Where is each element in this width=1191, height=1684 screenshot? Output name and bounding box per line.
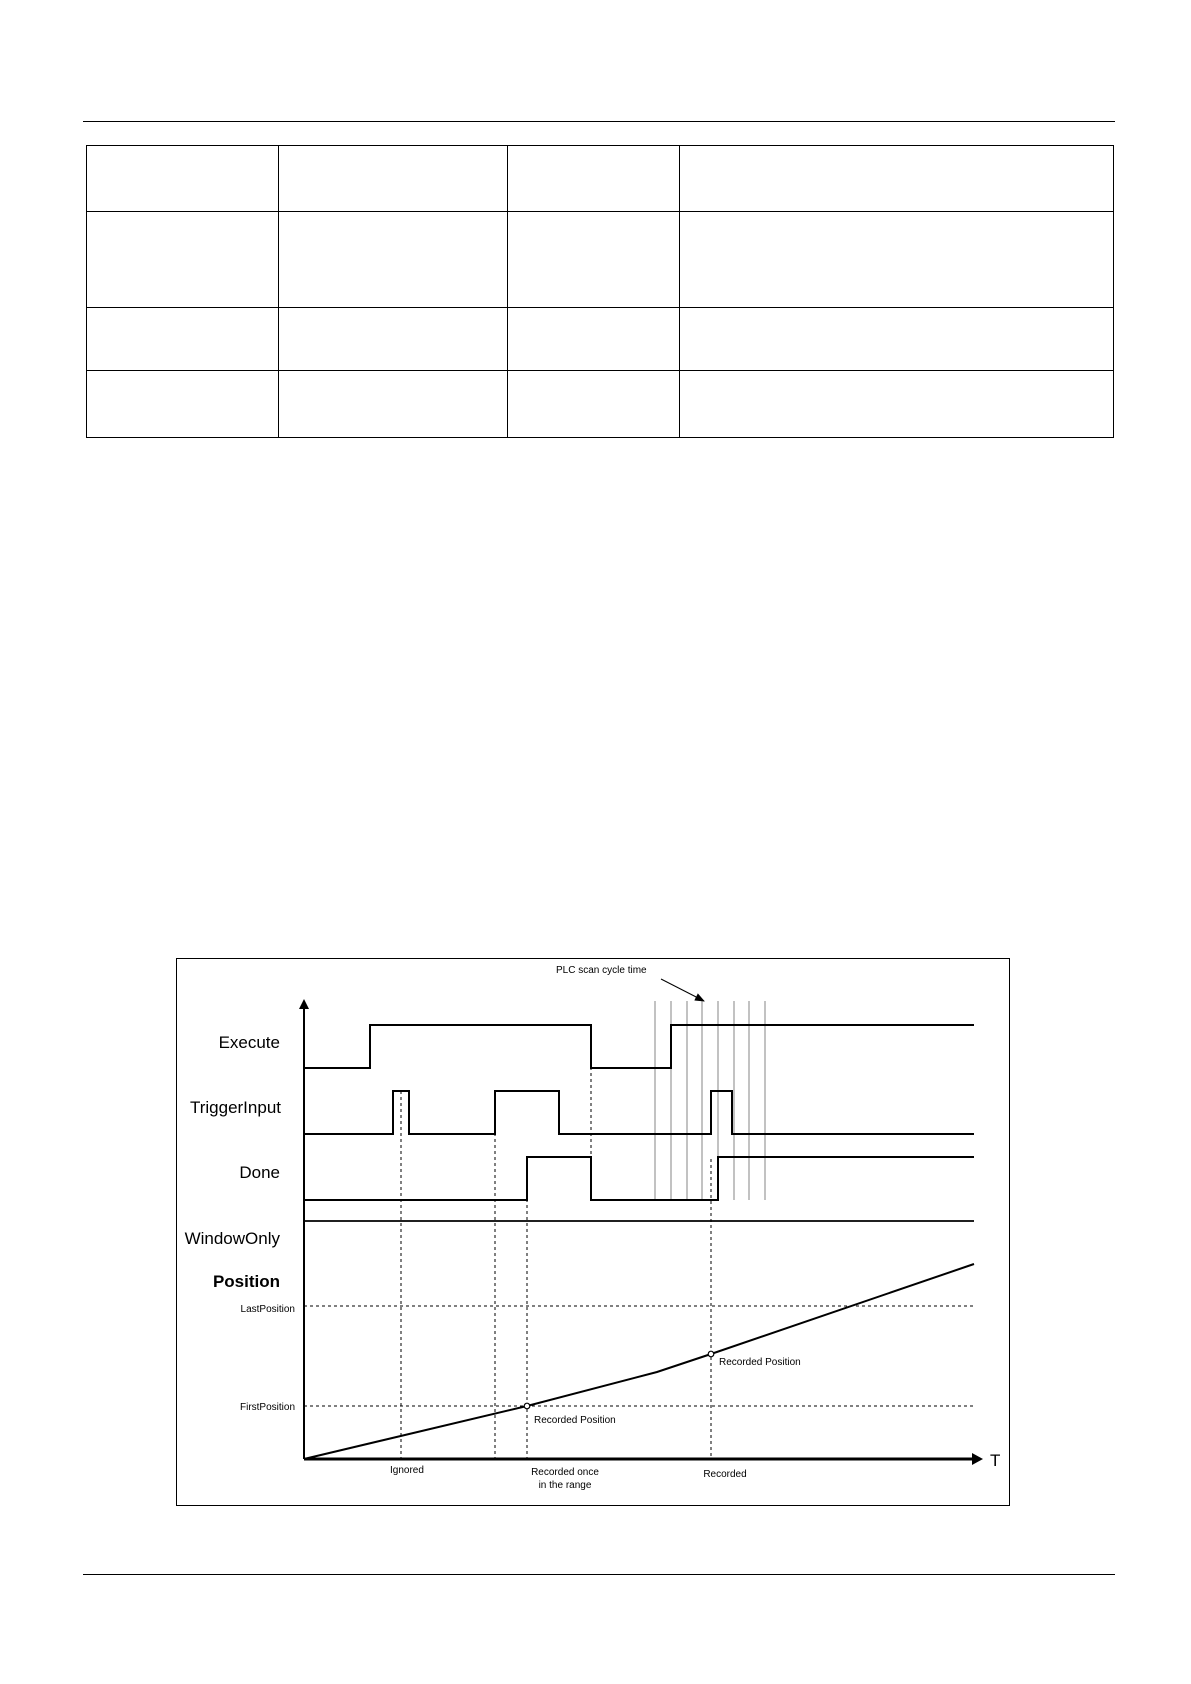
header-rule (83, 121, 1115, 122)
trigger-input-waveform (304, 1091, 974, 1134)
execute-label: Execute (218, 1033, 280, 1052)
ignored-event-label: Ignored (390, 1465, 424, 1476)
table-row (87, 371, 1114, 438)
last-position-label: LastPosition (240, 1304, 295, 1315)
time-axis-label: T (990, 1451, 1001, 1470)
recorded-point (524, 1403, 530, 1409)
table-cell (279, 212, 508, 308)
plc-scan-cycle-label: PLC scan cycle time (556, 965, 647, 976)
table-cell (87, 212, 279, 308)
timing-diagram (177, 959, 1011, 1507)
recorded-event-label: Recorded (703, 1469, 747, 1480)
table-cell (279, 308, 508, 371)
table-cell (279, 146, 508, 212)
table-cell (680, 308, 1114, 371)
table-cell (680, 146, 1114, 212)
execute-waveform (304, 1025, 974, 1068)
recorded-position-label: Recorded Position (719, 1357, 801, 1368)
table-cell (279, 371, 508, 438)
done-label: Done (239, 1163, 280, 1182)
table-row (87, 308, 1114, 371)
table-cell (87, 146, 279, 212)
recorded-position-label: Recorded Position (534, 1415, 616, 1426)
table-cell (508, 146, 680, 212)
time-axis-arrow-icon (972, 1453, 983, 1465)
window-only-label: WindowOnly (184, 1229, 280, 1248)
table-cell (508, 308, 680, 371)
position-curve (304, 1264, 974, 1459)
vertical-axis-arrow-icon (299, 999, 309, 1009)
position-label: Position (212, 1272, 280, 1291)
table-cell (680, 371, 1114, 438)
trigger-input-label: TriggerInput (189, 1098, 281, 1117)
table-cell (87, 371, 279, 438)
footer-rule (83, 1574, 1115, 1575)
table-cell (508, 212, 680, 308)
recorded-once-label: in the range (538, 1480, 592, 1491)
table-row (87, 212, 1114, 308)
table-cell (508, 371, 680, 438)
table-cell (680, 212, 1114, 308)
timing-diagram-frame (176, 958, 1010, 1506)
first-position-label: FirstPosition (239, 1402, 295, 1413)
recorded-once-label: Recorded once (531, 1467, 599, 1478)
table-cell (87, 308, 279, 371)
parameter-table (86, 145, 1114, 438)
plc-scan-pointer-arrow (661, 979, 704, 1001)
table-row (87, 146, 1114, 212)
done-waveform (304, 1157, 974, 1200)
recorded-point (708, 1351, 714, 1357)
